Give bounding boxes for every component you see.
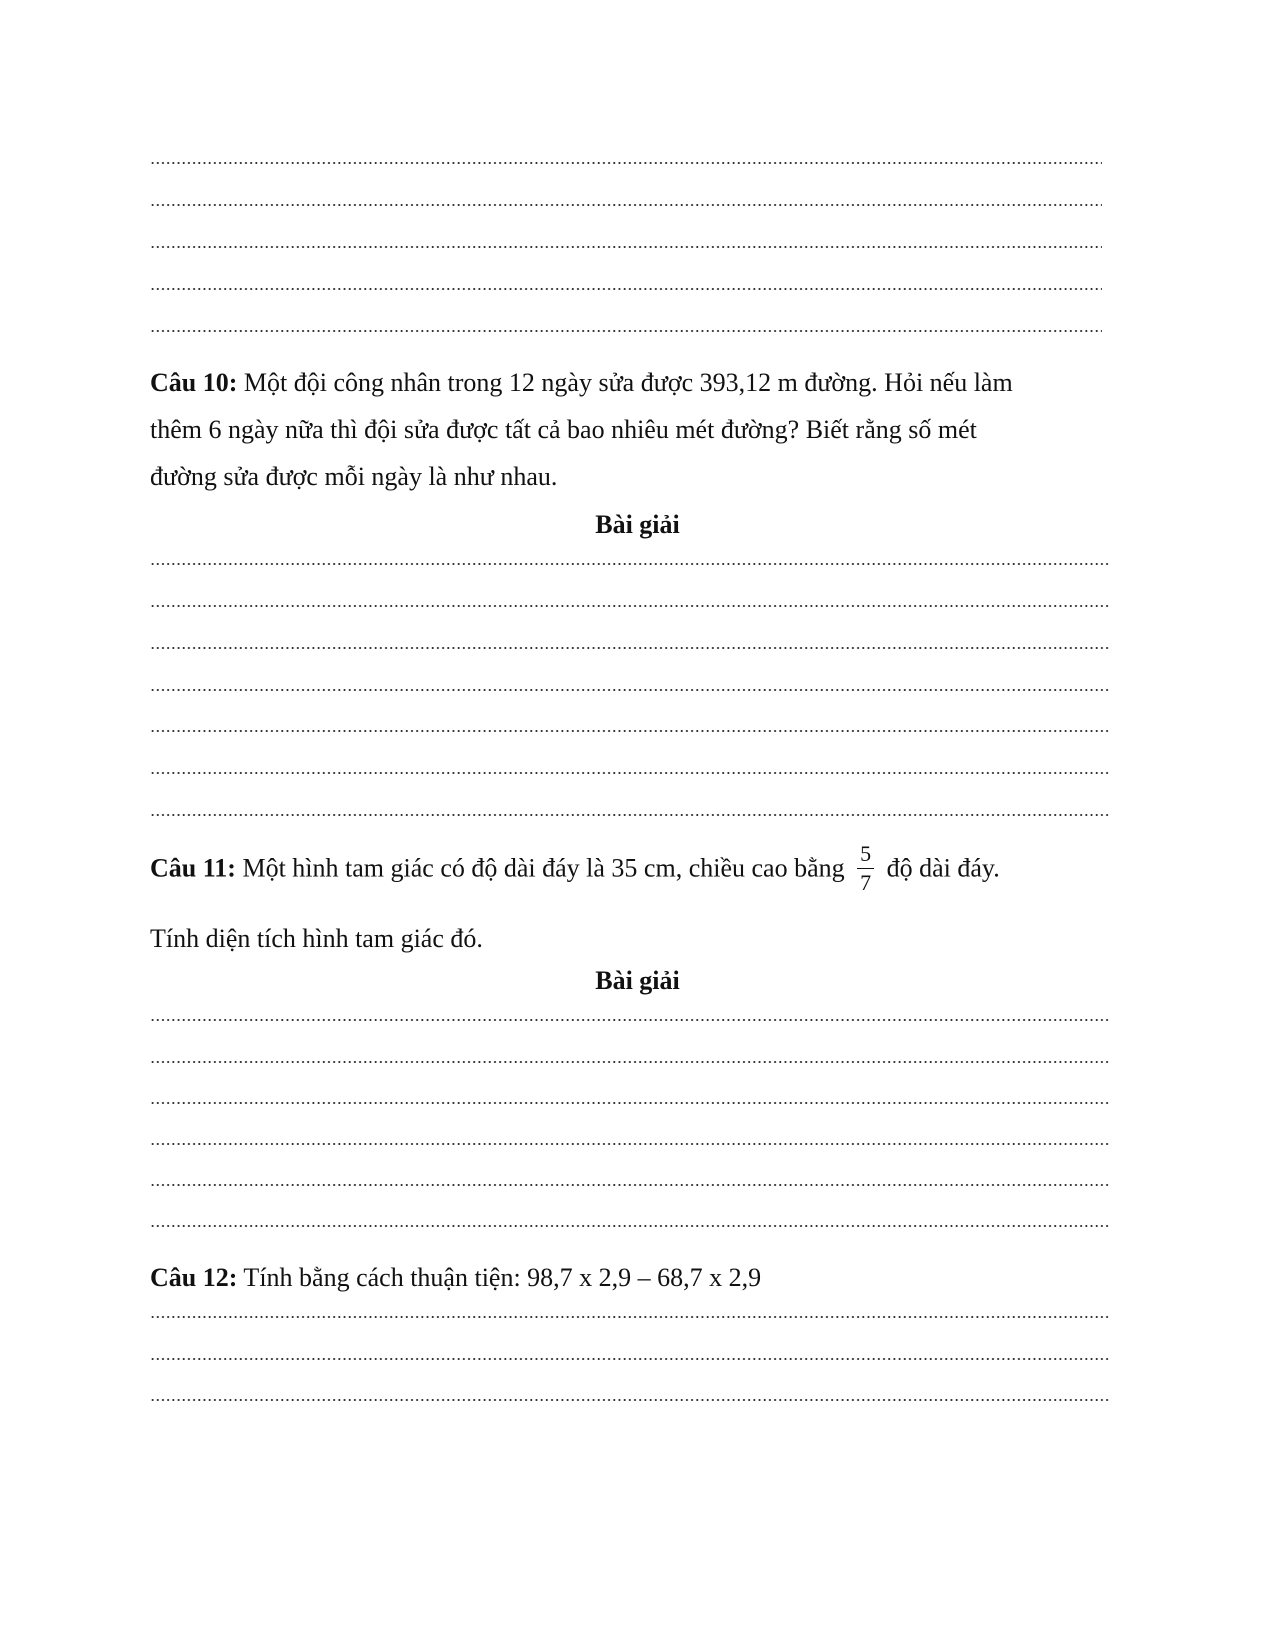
answer-line	[150, 1182, 1110, 1188]
solution-heading-11: Bài giải	[595, 966, 680, 995]
question-11-label: Câu 11:	[150, 853, 236, 883]
question-10-line-3: đường sửa được mỗi ngày là như nhau.	[150, 462, 558, 491]
question-10-text-1: Một đội công nhân trong 12 ngày sửa được 393,12 m đường. Hỏi nếu làm	[237, 368, 1013, 397]
answer-line	[150, 1017, 1110, 1023]
question-12-label: Câu 12:	[150, 1263, 238, 1292]
answer-line	[150, 770, 1110, 776]
question-10-line-2: thêm 6 ngày nữa thì đội sửa được tất cả bao nhiêu mét đường? Biết rằng số mét	[150, 415, 977, 444]
answer-line	[150, 1223, 1110, 1229]
answer-line	[150, 603, 1110, 609]
question-12-line	[150, 1263, 761, 1293]
answer-line	[150, 1100, 1110, 1106]
answer-line	[150, 687, 1110, 693]
solution-heading-10: Bài giải	[595, 510, 680, 539]
answer-line	[150, 1397, 1110, 1403]
fraction	[857, 843, 874, 894]
answer-line	[150, 812, 1110, 818]
answer-line	[150, 1141, 1110, 1147]
answer-line	[150, 1356, 1110, 1362]
answer-line	[150, 244, 1102, 250]
question-12-text: Tính bằng cách thuận tiện: 98,7 x 2,9 – 68,7 x 2,9	[237, 1263, 762, 1292]
answer-line	[150, 286, 1102, 292]
answer-line	[150, 160, 1102, 166]
answer-line	[150, 1059, 1110, 1065]
answer-line	[150, 202, 1102, 208]
answer-line	[150, 561, 1110, 567]
question-11-text-1: Một hình tam giác có độ dài đáy là 35 cm, chiều cao bằng	[235, 853, 845, 883]
answer-line	[150, 328, 1102, 334]
question-10-label: Câu 10:	[150, 368, 238, 397]
answer-line	[150, 728, 1110, 734]
question-11-line-2: Tính diện tích hình tam giác đó.	[150, 924, 483, 953]
question-11-line-1	[150, 841, 1000, 896]
answer-line	[150, 645, 1110, 651]
answer-line	[150, 1314, 1110, 1320]
fraction-denominator: 7	[860, 870, 872, 895]
question-11-text-2: độ dài đáy.	[886, 853, 1000, 883]
question-10-line-1	[150, 368, 1013, 398]
fraction-numerator: 5	[857, 843, 874, 869]
